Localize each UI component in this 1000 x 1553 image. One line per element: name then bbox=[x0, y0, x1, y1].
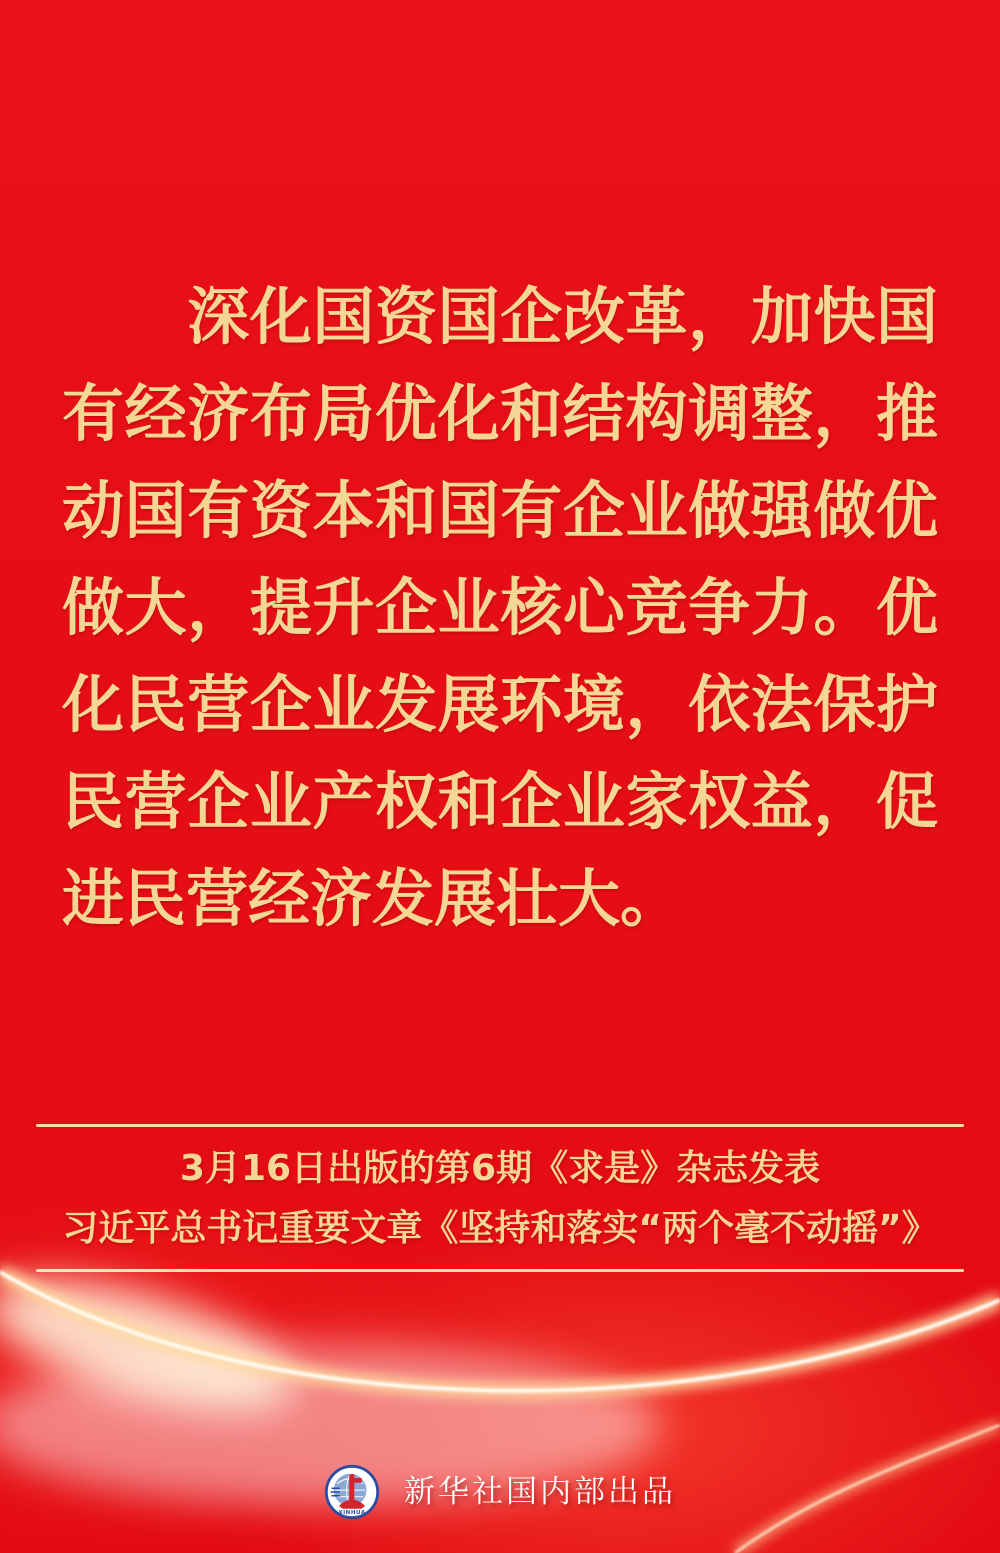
quote-text bbox=[62, 268, 938, 947]
quote-line: 民营企业产权和企业家权益，促 bbox=[62, 765, 938, 838]
quote-line: 化民营企业发展环境，依法保护 bbox=[62, 668, 938, 741]
quote-line: 做大，提升企业核心竞争力。优 bbox=[62, 571, 938, 644]
xinhua-logo-icon bbox=[324, 1464, 380, 1520]
quote-line: 深化国资国企改革，加快国 bbox=[62, 280, 938, 353]
quote-line: 有经济布局优化和结构调整，推 bbox=[62, 377, 938, 450]
source-line-2: 习近平总书记重要文章《坚持和落实“两个毫不动摇”》 bbox=[62, 1208, 938, 1249]
source-lines bbox=[36, 1127, 964, 1269]
quote-line: 动国有资本和国有企业做强做优 bbox=[62, 474, 938, 547]
xinhua-logo-text: XINHUA bbox=[338, 1509, 366, 1516]
footer bbox=[0, 1460, 1000, 1524]
publisher-text: 新华社国内部出品 bbox=[404, 1473, 676, 1510]
quote-line: 进民营经济发展壮大。 bbox=[62, 862, 683, 935]
divider-bottom bbox=[36, 1269, 964, 1272]
source-block bbox=[36, 1124, 964, 1272]
source-line-1: 3月16日出版的第6期《求是》杂志发表 bbox=[179, 1148, 821, 1189]
